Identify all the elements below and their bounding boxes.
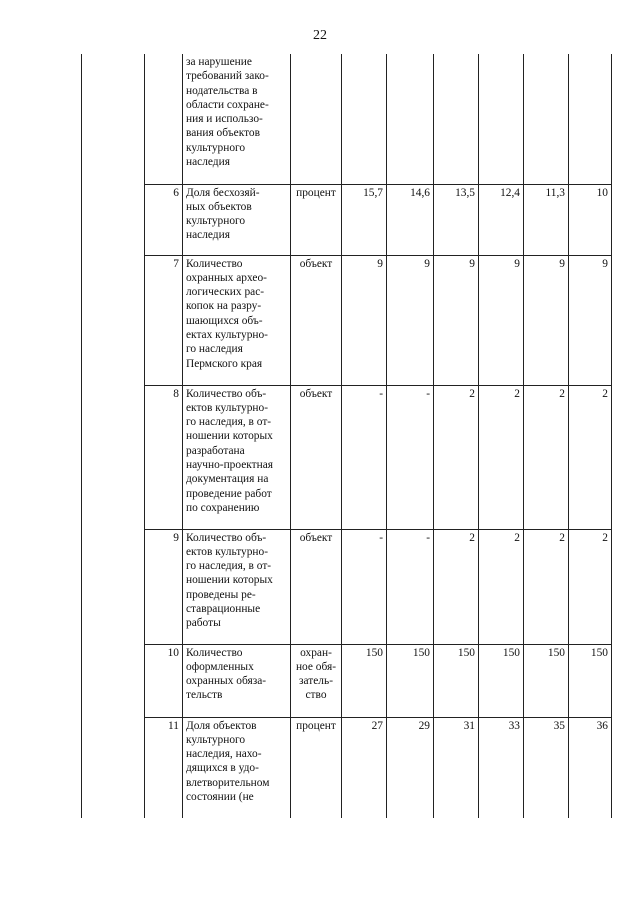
value-cell: 10 xyxy=(569,184,612,255)
unit: объект xyxy=(291,529,342,644)
value-cell xyxy=(434,54,479,184)
value-cell: 9 xyxy=(479,255,524,385)
value-cell: 31 xyxy=(434,717,479,818)
value-cell: - xyxy=(342,529,387,644)
value-cell xyxy=(524,54,569,184)
value-cell: - xyxy=(342,385,387,529)
value-cell: 2 xyxy=(569,529,612,644)
value-cell: 33 xyxy=(479,717,524,818)
value-cell: 2 xyxy=(569,385,612,529)
value-cell: 9 xyxy=(387,255,434,385)
row-number xyxy=(145,54,183,184)
value-cell: 150 xyxy=(434,644,479,717)
value-cell: 12,4 xyxy=(479,184,524,255)
page-number: 22 xyxy=(313,28,327,43)
value-cell: 2 xyxy=(434,385,479,529)
indicator-name: Количество охранных архео- логических рас- копок на разру- шающихся объ- ектах культурно- го наследия Пермского края xyxy=(183,255,291,385)
value-cell xyxy=(342,54,387,184)
table-row xyxy=(82,184,612,255)
table-row xyxy=(82,385,612,529)
value-cell: 9 xyxy=(434,255,479,385)
value-cell: 150 xyxy=(524,644,569,717)
value-cell: 2 xyxy=(434,529,479,644)
value-cell: 9 xyxy=(569,255,612,385)
table-row xyxy=(82,529,612,644)
table-row xyxy=(82,717,612,818)
value-cell: 2 xyxy=(479,529,524,644)
indicator-name: Количество объ- ектов культурно- го наследия, в от- ношении которых проведены ре- ставрационные работы xyxy=(183,529,291,644)
indicator-name: за нарушение требований зако- нодательства в области сохране- ния и использо- вания объектов культурного наследия xyxy=(183,54,291,184)
unit xyxy=(291,54,342,184)
value-cell xyxy=(479,54,524,184)
value-cell xyxy=(387,54,434,184)
value-cell: 27 xyxy=(342,717,387,818)
row-number: 10 xyxy=(145,644,183,717)
value-cell: 150 xyxy=(479,644,524,717)
value-cell xyxy=(569,54,612,184)
value-cell: 15,7 xyxy=(342,184,387,255)
value-cell: 11,3 xyxy=(524,184,569,255)
empty-column xyxy=(82,54,145,818)
row-number: 6 xyxy=(145,184,183,255)
table-row xyxy=(82,255,612,385)
indicator-name: Доля объектов культурного наследия, нахо- дящихся в удо- влетворительном состоянии (не xyxy=(183,717,291,818)
value-cell: 13,5 xyxy=(434,184,479,255)
value-cell: 150 xyxy=(569,644,612,717)
value-cell: 150 xyxy=(342,644,387,717)
value-cell: 29 xyxy=(387,717,434,818)
indicators-table xyxy=(81,54,612,818)
value-cell: - xyxy=(387,529,434,644)
value-cell: 150 xyxy=(387,644,434,717)
unit: объект xyxy=(291,255,342,385)
table-row xyxy=(82,54,612,184)
unit: процент xyxy=(291,184,342,255)
value-cell: 14,6 xyxy=(387,184,434,255)
unit: охран- ное обя- затель- ство xyxy=(291,644,342,717)
indicator-name: Количество объ- ектов культурно- го наследия, в от- ношении которых разработана научно-проектная документация на проведение работ по сохранению xyxy=(183,385,291,529)
value-cell: 2 xyxy=(524,529,569,644)
row-number: 7 xyxy=(145,255,183,385)
row-number: 8 xyxy=(145,385,183,529)
value-cell: 35 xyxy=(524,717,569,818)
value-cell: - xyxy=(387,385,434,529)
row-number: 11 xyxy=(145,717,183,818)
unit: процент xyxy=(291,717,342,818)
row-number: 9 xyxy=(145,529,183,644)
value-cell: 9 xyxy=(524,255,569,385)
value-cell: 9 xyxy=(342,255,387,385)
unit: объект xyxy=(291,385,342,529)
indicator-name: Количество оформленных охранных обяза- тельств xyxy=(183,644,291,717)
table-row xyxy=(82,644,612,717)
value-cell: 36 xyxy=(569,717,612,818)
value-cell: 2 xyxy=(479,385,524,529)
value-cell: 2 xyxy=(524,385,569,529)
indicator-name: Доля бесхозяй- ных объектов культурного наследия xyxy=(183,184,291,255)
